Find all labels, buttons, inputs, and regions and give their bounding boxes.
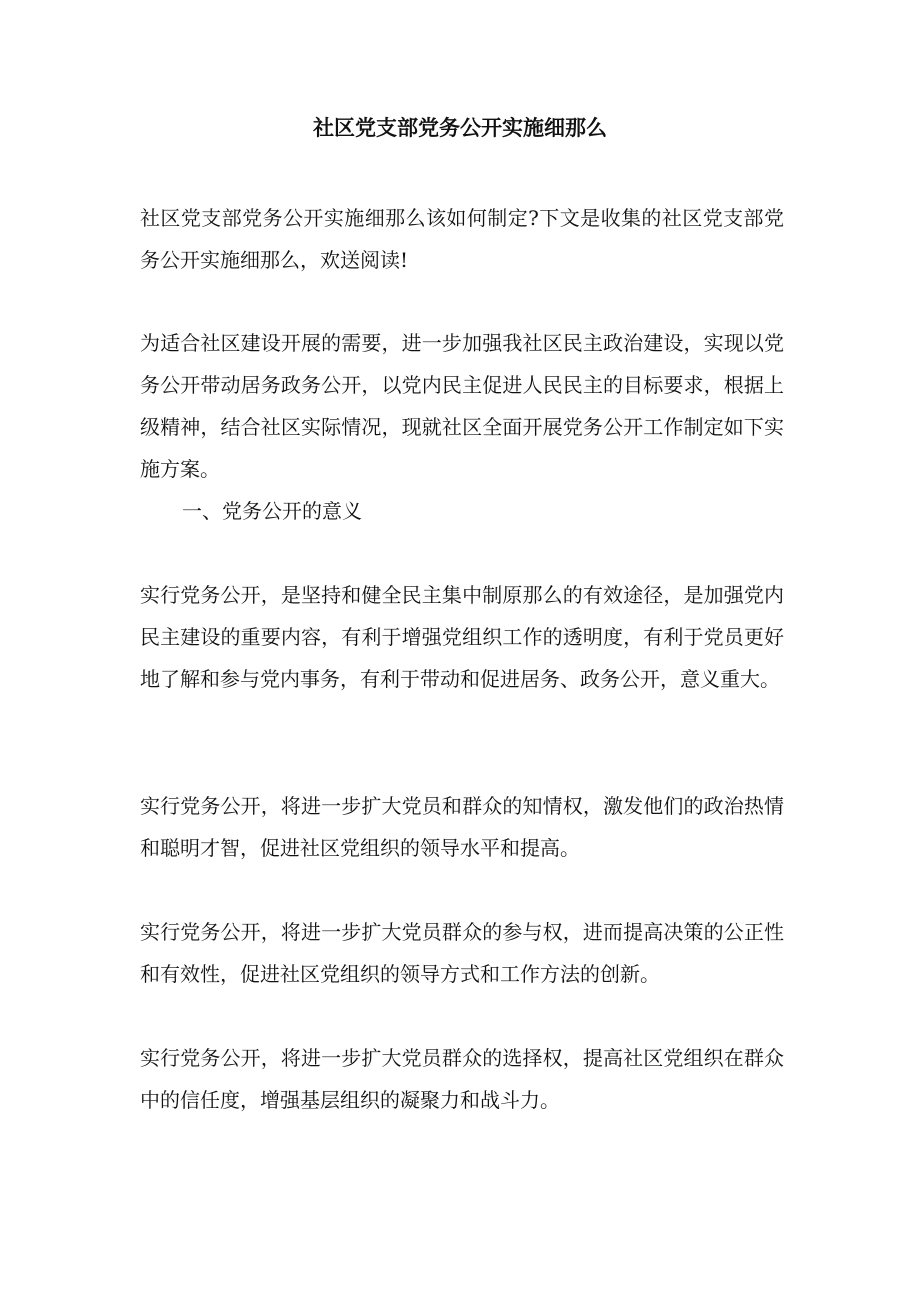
meaning-paragraph-2: 实行党务公开，将进一步扩大党员和群众的知情权，激发他们的政治热情和聪明才智，促进社区党组织的领导水平和提高。 [140, 794, 784, 860]
section-heading: 一、党务公开的意义 [182, 499, 362, 523]
meaning-paragraph-3: 实行党务公开，将进一步扩大党员群众的参与权，进而提高决策的公正性和有效性，促进社区党组织的领导方式和工作方法的创新。 [140, 920, 784, 986]
document-title: 社区党支部党务公开实施细那么 [313, 115, 607, 140]
purpose-paragraph: 为适合社区建设开展的需要，进一步加强我社区民主政治建设，实现以党务公开带动居务政务公开，以党内民主促进人民民主的目标要求，根据上级精神，结合社区实际情况，现就社区全面开展党务公开工作制定如下实施方案。 [140, 331, 784, 481]
meaning-paragraph-1: 实行党务公开，是坚持和健全民主集中制原那么的有效途径，是加强党内民主建设的重要内容，有利于增强党组织工作的透明度，有利于党员更好地了解和参与党内事务，有利于带动和促进居务、政务公开，意义重大。 [140, 583, 784, 691]
meaning-paragraph-4: 实行党务公开，将进一步扩大党员群众的选择权，提高社区党组织在群众中的信任度，增强基层组织的凝聚力和战斗力。 [140, 1046, 784, 1112]
intro-paragraph: 社区党支部党务公开实施细那么该如何制定?下文是收集的社区党支部党务公开实施细那么，欢送阅读! [140, 206, 784, 272]
